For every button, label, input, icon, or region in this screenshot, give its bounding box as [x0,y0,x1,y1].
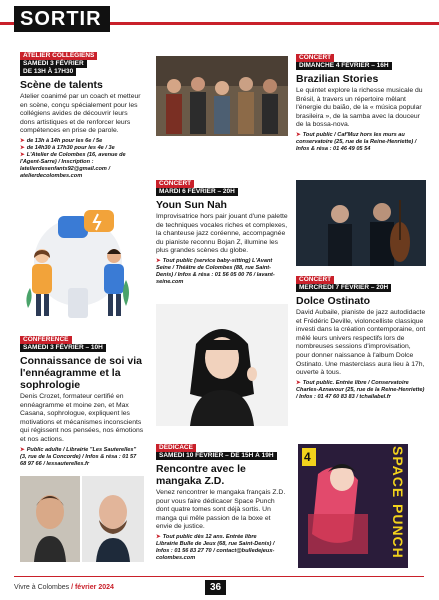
event-time: DE 13H À 17H30 [20,68,76,76]
event-title: Dolce Ostinato [296,295,371,307]
youn-sun-nah-photo [156,304,288,426]
event-tag [20,52,144,76]
event-dedicace [156,444,288,562]
event-nah [156,180,288,286]
event-title: Youn Sun Nah [156,199,227,211]
event-tag [296,276,426,292]
event-info: ➤ Tout public. Entrée libre / Conservatoire Charles-Aznavour (25, rue de la Reine-Henriette) / Infos : 01 47 60 83 83 / tchailabel.fr [296,379,425,400]
event-info: ➤ L'Atelier de Colombes (16, avenue de l'Agent-Sarre) / Inscription : latelierdesenfants92@gmail.com / atelierdecolombes.com [20,151,126,179]
arrow-icon: ➤ [20,446,25,453]
footer-publication: Vivre à Colombes / février 2024 [14,584,114,591]
event-atelier [20,52,144,180]
event-info: ➤ Public adulte / Librairie "Les Sauterelles" (3, rue de la Concorde) / Infos & résa : 01 57 68 97 66 / lessauterelles.fr [20,446,137,467]
event-title: Rencontre avec le mangaka Z.D. [156,463,246,487]
event-body: Atelier coanimé par un coach et metteur en scène, conçu spécialement pour les collégiens avides de découvrir leurs dons artistiques et de renforcer leurs compétences en prise de parole. [20,93,141,135]
arrow-icon: ➤ [20,144,25,151]
people-speaking-icon [14,196,142,326]
manga-title-bottom: PUNCH [390,504,406,559]
event-body: Denis Crozet, formateur certifié en ennéagramme et moine zen, et Max Casana, sophrologue, expliquent les motivations et mécanismes inconscients qui régissent nos pensées, nos émotions et nos actions. [20,393,144,443]
event-category: ATELIER COLLÉGIENS [20,52,97,60]
speaker-photo-2 [82,476,144,562]
event-category: CONFÉRENCE [20,336,72,344]
event-date: MARDI 6 FÉVRIER – 20H [156,188,238,196]
talent-illustration [14,196,142,326]
event-tag [20,336,144,352]
arrow-icon: ➤ [20,151,25,158]
event-title: Brazilian Stories [296,73,379,85]
speaker-photo-1 [20,476,80,562]
space-punch-cover [298,444,408,568]
event-info: ➤ de 14h30 à 17h30 pour les 4e / 3e [20,144,115,151]
event-date: SAMEDI 10 FÉVRIER – DE 15H À 19H [156,452,277,460]
section-title: SORTIR [14,6,110,32]
event-info: ➤ de 13h à 14h pour les 6e / 5e [20,137,103,144]
brazilian-stories-photo [156,56,288,136]
event-info: ➤ Tout public dès 12 ans. Entrée libre [156,533,257,540]
event-category: DÉDICACE [156,444,196,452]
event-date: SAMEDI 3 FÉVRIER – 10H [20,344,106,352]
event-brazilian [296,54,426,153]
event-tag [156,444,288,460]
event-info: ➤ Tout public / Caf'Muz hors les murs au conservatoire (25, rue de la Reine-Henriette) / Infos & résa : 01 46 49 05 54 [296,131,417,152]
event-date: MERCREDI 7 FÉVRIER – 20H [296,284,391,292]
event-body: Le quintet explore la richesse musicale du Brésil, à travers un répertoire mêlant l'énergie du baião, de la « música popular brasileira », de la samba avec la douceur de la bossa-nova. [296,87,423,129]
event-info: ➤ Tout public (service baby-sitting) L'Avant Seine / Théâtre de Colombes (88, rue Saint-Denis) / Infos & résa : 01 56 05 00 76 / lavant-seine.com [156,257,275,285]
event-date: DIMANCHE 4 FÉVRIER – 16H [296,62,392,70]
arrow-icon: ➤ [156,533,161,540]
arrow-icon: ➤ [296,379,301,386]
event-conference [20,336,144,468]
page-footer [0,576,439,600]
event-category: CONCERT [156,180,194,188]
manga-title-top: SPACE [390,446,406,499]
footer-rule [14,576,424,577]
page-number: 36 [205,580,226,595]
event-body: David Aubaile, pianiste de jazz autodidacte et Frédéric Deville, violoncelliste classique investi dans la création contemporaine, ont mêlé leurs univers respectifs lors de nombreuses sessions d'improvisation, pour donner naissance à l'album Dolce Ostinato. Une masterclass aura lieu à 17h, ouverte à tous. [296,309,426,377]
event-tag [156,180,288,196]
event-tag [296,54,426,70]
arrow-icon: ➤ [20,137,25,144]
event-title: Connaissance de soi via l'ennéagramme et la sophrologie [20,355,142,391]
event-info: Librairie Bulle de Jeux (68, rue Saint-Denis) / Infos : 01 56 83 27 70 / contact@bulledejeux-colombes.com [156,540,275,561]
manga-volume: 4 [304,450,311,464]
event-body: Venez rencontrer le mangaka français Z.D. pour vous faire dédicacer Space Punch dont quatre tomes sont déjà sortis. Un manga qui mêle passion de la boxe et envie de justice. [156,489,286,531]
event-category: CONCERT [296,276,334,284]
arrow-icon: ➤ [296,131,301,138]
arrow-icon: ➤ [156,257,161,264]
event-title: Scène de talents [20,79,103,91]
event-body: Improvisatrice hors pair jouant d'une palette de techniques vocales riches et complexes, la chanteuse jazz coréenne, accompagnée du pianiste reconnu Bojan Z, illumine les plus grandes scènes du globe. [156,213,288,255]
event-category: CONCERT [296,54,334,62]
dolce-ostinato-photo [296,180,426,266]
event-dolce [296,276,426,401]
event-date: SAMEDI 3 FÉVRIER [20,60,87,68]
page-header [0,0,439,45]
